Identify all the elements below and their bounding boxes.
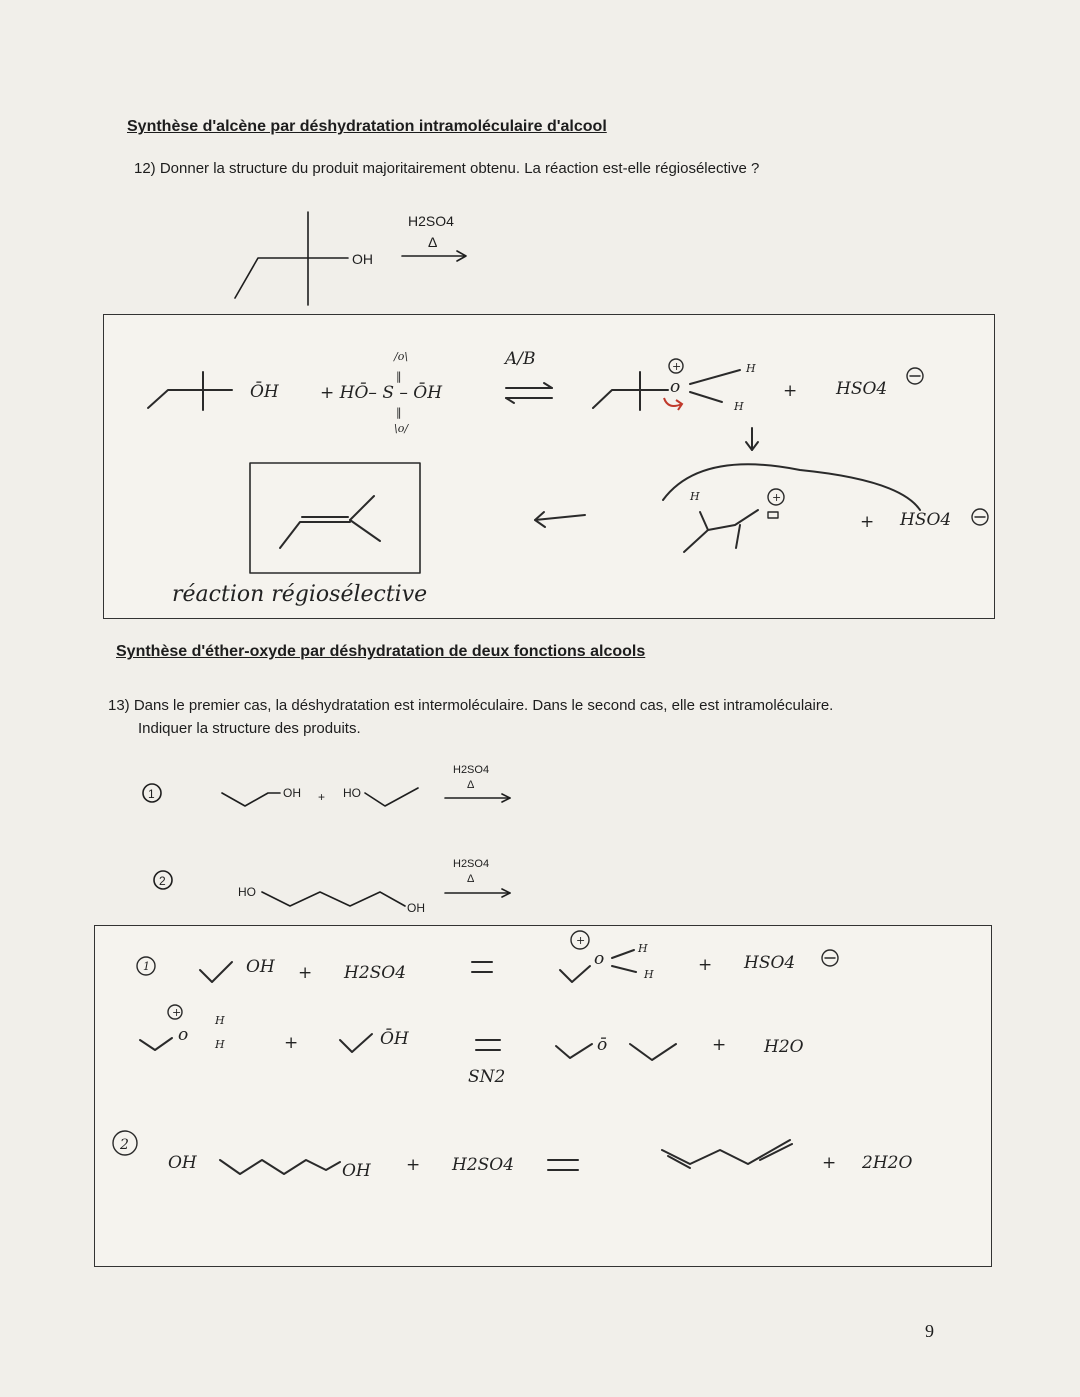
svg-text:+: + xyxy=(172,1006,182,1019)
svg-text:+: + xyxy=(284,1033,299,1053)
svg-text:/o\: /o\ xyxy=(394,350,409,363)
regioselective-note: réaction régiosélective xyxy=(172,582,428,607)
svg-text:H: H xyxy=(638,942,648,955)
svg-text:+ HŌ– S – ŌH: + HŌ– S – ŌH xyxy=(320,383,443,403)
svg-text:1: 1 xyxy=(143,960,150,973)
case-2-oh: OH xyxy=(407,901,425,915)
svg-text:o: o xyxy=(670,377,681,397)
case-1-number: 1 xyxy=(148,787,155,801)
svg-text:ŌH: ŌH xyxy=(250,382,279,402)
svg-text:+: + xyxy=(298,963,313,983)
svg-text:+: + xyxy=(860,512,875,532)
svg-text:2: 2 xyxy=(120,1137,129,1153)
svg-text:+: + xyxy=(698,955,713,975)
svg-text:+: + xyxy=(672,360,682,373)
question-12: 12) Donner la structure du produit majoritairement obtenu. La réaction est-elle régiosélective ? xyxy=(134,160,760,177)
case-1-oh: OH xyxy=(283,786,301,800)
svg-text:OH: OH xyxy=(246,957,275,977)
svg-text:H: H xyxy=(644,968,654,981)
case-2-number: 2 xyxy=(159,874,166,888)
case-1-plus: + xyxy=(318,790,326,804)
h2o-label: H2O xyxy=(764,1037,804,1057)
reagent-label: H2SO4 xyxy=(408,213,454,229)
h2so4-label-2: H2SO4 xyxy=(452,1155,515,1175)
case-1-ho: HO xyxy=(343,786,361,800)
svg-text:OH: OH xyxy=(342,1161,371,1181)
svg-text:+: + xyxy=(576,934,586,947)
svg-text:H: H xyxy=(690,490,700,503)
hso4-label-3: HSO4 xyxy=(744,953,796,973)
sn2-label: SN2 xyxy=(468,1067,506,1087)
svg-text:OH: OH xyxy=(168,1153,197,1173)
svg-text:‖: ‖ xyxy=(396,406,402,419)
svg-text:H: H xyxy=(734,400,744,413)
svg-text:‖: ‖ xyxy=(396,370,402,383)
svg-text:+: + xyxy=(712,1035,727,1055)
svg-text:H: H xyxy=(215,1038,225,1051)
svg-text:+: + xyxy=(772,491,782,504)
svg-text:+: + xyxy=(822,1153,837,1173)
svg-text:o: o xyxy=(594,949,605,969)
section-1-heading: Synthèse d'alcène par déshydratation intramoléculaire d'alcool xyxy=(127,118,607,135)
section-2-heading: Synthèse d'éther-oxyde par déshydratation de deux fonctions alcools xyxy=(116,643,646,660)
svg-text:o: o xyxy=(178,1025,189,1045)
svg-text:ō: ō xyxy=(597,1035,608,1055)
hso4-label-2: HSO4 xyxy=(900,510,952,530)
oh-label: OH xyxy=(352,251,373,267)
ab-label: A/B xyxy=(505,349,536,369)
two-h2o-label: 2H2O xyxy=(862,1153,913,1173)
svg-text:\o/: \o/ xyxy=(394,422,409,435)
svg-text:H: H xyxy=(215,1014,225,1027)
case-2-reagent: H2SO4 xyxy=(453,858,490,870)
hso4-label-1: HSO4 xyxy=(836,379,888,399)
question-13-line-2: Indiquer la structure des produits. xyxy=(138,720,361,737)
svg-text:+: + xyxy=(406,1155,421,1175)
case-2-heat: Δ xyxy=(467,873,475,885)
svg-text:ŌH: ŌH xyxy=(380,1029,409,1049)
page-number: 9 xyxy=(925,1321,934,1341)
svg-text:H: H xyxy=(746,362,756,375)
case-1-heat: Δ xyxy=(467,779,475,791)
svg-text:+: + xyxy=(783,381,798,401)
case-1-reagent: H2SO4 xyxy=(453,764,490,776)
h2so4-label-1: H2SO4 xyxy=(344,963,407,983)
question-13-line-1: 13) Dans le premier cas, la déshydratation est intermoléculaire. Dans le second cas, elle est intramoléculaire. xyxy=(108,697,834,714)
case-2-ho: HO xyxy=(238,885,256,899)
heat-label: Δ xyxy=(428,234,438,250)
